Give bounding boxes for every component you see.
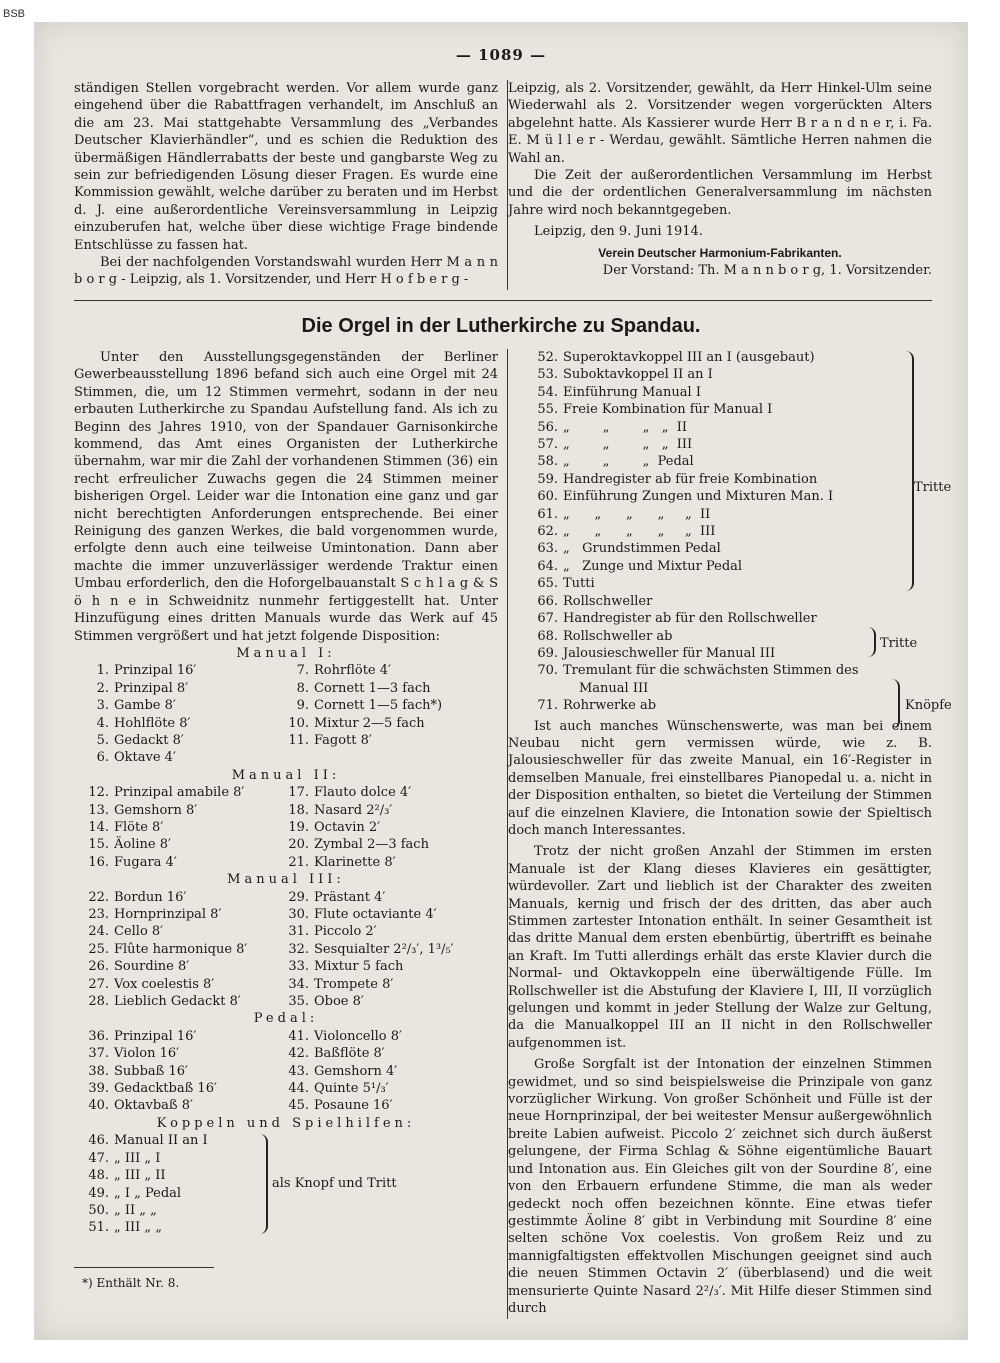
list-brace	[892, 679, 900, 729]
item-number: 66.	[537, 593, 558, 609]
stop-number: 22.	[88, 889, 109, 905]
stop-name: Piccolo 2′	[314, 924, 377, 940]
list-brace	[868, 627, 876, 657]
item-text: „ „ „ „ III	[563, 437, 693, 453]
list-brace	[906, 351, 914, 591]
stop-number: 12.	[88, 785, 109, 801]
item-text: „ Zunge und Mixtur Pedal	[563, 558, 743, 574]
signature-board: Der Vorstand: Th. M a n n b o r g, 1. Vorsitzender.	[602, 263, 932, 279]
library-stamp: BSB	[3, 8, 26, 20]
item-text: Suboktavkoppel II an I	[563, 367, 713, 383]
stop-number: 23.	[88, 907, 109, 922]
stop-number: 27.	[88, 976, 109, 992]
item-text: Rollschweller ab	[563, 628, 673, 644]
stop-name: Sesquialter 2²/₃′, 1³/₅′	[314, 941, 454, 957]
dateline: Leipzig, den 9. Juni 1914.	[534, 224, 703, 240]
stop-number: 11.	[288, 732, 309, 748]
item-number: 57.	[537, 437, 558, 453]
stop-name: Violoncello 8′	[314, 1028, 402, 1044]
stop-name: Gemshorn 4′	[314, 1063, 398, 1079]
stop-name: Äoline 8′	[114, 837, 171, 853]
stop-number: 42.	[288, 1046, 309, 1062]
stop-number: 25.	[88, 941, 109, 957]
stop-name: Prinzipal 16′	[114, 1028, 197, 1044]
paragraph: Ist auch manches Wünschenswerte, was man bei einem Neubau nicht gern vermissen würde, wie z. B. Jalousieschweller für das zweite Manual, ein 16′-Register in demselben Manuale, frei einstellbares Pianopedal u. a. nicht in der Disposition enthalten, so bietet die Verteilung der Stimmen auf die einzelnen Klaviere, die Intonation sowie der Spieltisch doch manch Interessantes.	[508, 718, 932, 838]
stop-name: Subbaß 16′	[114, 1063, 188, 1079]
stop-number: 41.	[288, 1028, 309, 1044]
item-number: 64.	[537, 558, 558, 574]
list-item	[508, 488, 932, 505]
list-item	[508, 540, 932, 557]
stop-name: Oktavbaß 8′	[114, 1098, 193, 1114]
coupler-number: 48.	[88, 1168, 109, 1184]
article-title: Die Orgel in der Lutherkirche zu Spandau.	[301, 315, 701, 337]
stop-name: Prinzipal 8′	[114, 680, 189, 696]
stop-number: 8.	[296, 680, 309, 696]
item-text: Einführung Zungen und Mixturen Man. I	[563, 489, 834, 505]
item-number: 67.	[537, 611, 558, 627]
stop-name: Mixtur 5 fach	[314, 959, 404, 975]
stop-number: 38.	[88, 1063, 109, 1079]
stop-name: Flöte 8′	[114, 819, 164, 835]
item-number: 63.	[537, 541, 558, 557]
item-text: Rollschweller	[563, 593, 653, 609]
item-number: 62.	[537, 524, 558, 540]
stop-number: 37.	[88, 1046, 109, 1062]
item-text: Handregister ab für freie Kombination	[563, 471, 818, 487]
coupler-name: „ III „ I	[114, 1150, 161, 1166]
paragraph: Große Sorgfalt ist der Intonation der einzelnen Stimmen gewidmet, und so sind beispielsweise die Prinzipale von ganz vorzüglicher Wirkung. Von großer Schönheit und Fülle ist der neue Hornprinzipal, der bei weitester Mensur außergewöhnlich breite Labien aufweist. Piccolo 2′ zeichnet sich durch äußerst gelungene, der Firma Schlag & Söhne eigentümliche Bauart und Intonation aus. Ein Gleiches gilt von der Sourdine 8′, eine von den Erbauern erfundene Stimme, die man als weder gedeckt noch offen bezeichnen könnte. Eine etwas tiefer gestimmte Äoline 8′ gibt in Verbindung mit Sourdine 8′ eine selten schöne Vox coelestis. Von großem Reiz und zu mannigfaltigsten effektvollen Mischungen geeignet sind auch die neuen Stimmen Octavin 2′ (überblasend) und die weit mensurierte Quinte Nasard 2²/₃′. Mit Hilfe dieser Stimmen sind durch	[508, 1057, 932, 1316]
manual-heading: Pedal:	[253, 1011, 319, 1027]
item-text: Handregister ab für den Rollschweller	[563, 611, 817, 627]
manual-heading: Manual I:	[236, 645, 336, 661]
list-item	[508, 680, 932, 697]
coupler-name: „ III „ „	[114, 1220, 163, 1236]
stop-name: Quinte 5¹/₃′	[314, 1081, 389, 1097]
stop-name: Zymbal 2—3 fach	[314, 837, 429, 853]
stop-name: Bordun 16′	[114, 889, 187, 905]
stop-name: Flûte harmonique 8′	[114, 941, 248, 957]
stop-number: 35.	[288, 994, 309, 1010]
stop-number: 10.	[288, 715, 309, 731]
stop-name: Vox coelestis 8′	[114, 976, 215, 992]
stop-name: Flauto dolce 4′	[314, 785, 412, 801]
stop-table-manual-3	[74, 889, 498, 1011]
item-text: Freie Kombination für Manual I	[563, 402, 773, 418]
stop-number: 18.	[288, 802, 309, 818]
stop-number: 36.	[88, 1028, 109, 1044]
list-item	[508, 436, 932, 453]
list-item	[508, 453, 932, 470]
item-number: 52.	[537, 350, 558, 365]
item-number: 71.	[537, 698, 558, 714]
stop-number: 3.	[96, 698, 109, 714]
stop-table-pedal	[74, 1028, 498, 1115]
paragraph: ständigen Stellen vorgebracht werden. Vor allem wurde ganz eingehend über die Rabattfragen verhandelt, im Anschluß an die am 23. Mai stattgehabte Versammlung des „Verbandes Deutscher Klavierhändler“, und es schien die Reduktion des übermäßigen Händlerrabatts der beste und gangbarste Weg zu sein zur befriedigenden Lösung dieser Fragen. Es wurde eine Kommission gewählt, welche darüber zu beraten und im Herbst d. J. eine außerordentliche Vereinsversammlung in Leipzig einzuberufen hat, welche über diese wichtige Frage bindende Entschlüsse zu fassen hat.	[74, 81, 498, 253]
stop-number: 28.	[88, 994, 109, 1010]
item-text: „ „ „ „ „ III	[563, 524, 716, 540]
top-right-column	[508, 80, 932, 279]
coupler-number: 51.	[88, 1220, 109, 1236]
stop-table-manual-2	[74, 784, 498, 871]
spielhilfen-list	[508, 349, 932, 715]
item-number: 65.	[537, 576, 558, 592]
coupler-number: 50.	[88, 1202, 109, 1218]
stop-number: 39.	[88, 1081, 109, 1097]
intro-paragraph: Unter den Ausstellungsgegenständen der Berliner Gewerbeausstellung 1896 befand sich auch eine Orgel mit 24 Stimmen, die, um 12 Stimmen vermehrt, sodann in der neu erbauten Lutherkirche zu Spandau Aufstellung fand. Als ich zu Beginn des Jahres 1910, von der Spandauer Garnisonkirche kommend, das Amt eines Organisten der Lutherkirche übernahm, war mir die Zahl der vorhandenen Stimmen (36) ein recht erfreulicher Zuwachs gegen die 24 Stimmen meiner bisherigen Orgel. Leider war die Intonation eine ganz und gar nicht berechtigten Anforderungen entsprechende. Bei einer Reinigung des ganzen Werkes, die bald vorgenommen wurde, erfolgte denn auch eine teilweise Umintonation. Dann aber machte die immer unzuverlässiger werdende Traktur einen Umbau erforderlich, den die Hoforgelbauanstalt S c h l a g & S ö h n e in Schweidnitz nunmehr fertiggestellt hat. Unter Hinzufügung eines dritten Manuals wurde das Werk auf 45 Stimmen vergrößert und hat jetzt folgende Disposition:	[74, 350, 498, 644]
koppeln-block	[74, 1132, 498, 1236]
stop-name: Prinzipal 16′	[114, 663, 197, 679]
stop-name: Gambe 8′	[114, 698, 176, 714]
item-number: 56.	[537, 419, 558, 435]
manual-heading: Manual II:	[231, 767, 341, 783]
stop-name: Flute octaviante 4′	[314, 907, 437, 922]
item-number: 70.	[537, 663, 558, 679]
koppeln-heading: Koppeln und Spielhilfen:	[156, 1115, 416, 1131]
stop-name: Klarinette 8′	[314, 854, 396, 870]
stop-name: Cornett 1—3 fach	[314, 680, 431, 696]
stop-number: 44.	[288, 1081, 309, 1097]
manual-heading: Manual III:	[227, 872, 345, 888]
item-text: „ „ „ Pedal	[563, 454, 694, 470]
stop-number: 21.	[288, 854, 309, 870]
stop-number: 17.	[288, 785, 309, 801]
stop-name: Gemshorn 8′	[114, 802, 198, 818]
stop-number: 30.	[288, 907, 309, 922]
stop-name: Gedackt 8′	[114, 732, 184, 748]
list-item	[508, 349, 932, 366]
stop-number: 7.	[296, 663, 309, 679]
list-item	[508, 697, 932, 714]
stop-name: Sourdine 8′	[114, 959, 190, 975]
coupler-brace-label: als Knopf und Tritt	[272, 1176, 397, 1192]
stop-number: 33.	[288, 959, 309, 975]
footnote: *) Enthält Nr. 8.	[82, 1276, 180, 1290]
item-text: Tutti	[563, 576, 595, 592]
paragraph: Leipzig, als 2. Vorsitzender, gewählt, da Herr Hinkel-Ulm seine Wiederwahl als 2. Vorsitzender wegen vorgerückten Alters abgelehnt hatte. Als Kassierer wurde Herr B r a n d n e r, i. Fa. E. M ü l l e r - Werdau, gewählt. Sämtliche Herren nahmen die Wahl an.	[508, 81, 932, 166]
item-number: 61.	[537, 506, 558, 522]
stop-name: Cello 8′	[114, 924, 164, 940]
stop-name: Octavin 2′	[314, 819, 381, 835]
brace-label-tritte-2: Tritte	[880, 636, 918, 651]
list-item	[508, 558, 932, 575]
stop-name: Fugara 4′	[114, 854, 177, 870]
list-item	[508, 575, 932, 592]
article-left-column	[74, 349, 498, 1237]
paragraph: Bei der nachfolgenden Vorstandswahl wurden Herr M a n n b o r g - Leipzig, als 1. Vorsitzender, und Herr H o f b e r g -	[74, 255, 498, 288]
item-text: Jalousieschweller für Manual III	[563, 645, 776, 661]
list-item	[508, 366, 932, 383]
coupler-brace	[260, 1134, 268, 1234]
item-text: Manual III	[579, 680, 649, 696]
list-item	[508, 471, 932, 488]
stop-number: 19.	[288, 819, 309, 835]
coupler-name: „ I „ Pedal	[114, 1185, 182, 1201]
brace-label-knoepfe: Knöpfe	[905, 698, 952, 713]
stop-number: 24.	[88, 924, 109, 940]
stop-name: Baßflöte 8′	[314, 1046, 385, 1062]
stop-number: 5.	[96, 732, 109, 748]
item-text: Rohrwerke ab	[563, 698, 657, 714]
item-number: 53.	[537, 367, 558, 383]
stop-number: 31.	[288, 924, 309, 940]
footnote-rule	[74, 1267, 214, 1268]
stop-name: Lieblich Gedackt 8′	[114, 994, 241, 1010]
stop-name: Prästant 4′	[314, 889, 386, 905]
list-item	[508, 662, 932, 679]
stop-name: Hohlflöte 8′	[114, 715, 191, 731]
section-divider	[74, 300, 932, 301]
item-number: 54.	[537, 384, 558, 400]
stop-number: 26.	[88, 959, 109, 975]
stop-name: Trompete 8′	[314, 976, 394, 992]
coupler-number: 49.	[88, 1185, 109, 1201]
stop-name: Oboe 8′	[314, 994, 364, 1010]
stop-number: 40.	[88, 1098, 109, 1114]
article-right-column: 52. Superoktavkoppel III an I (ausgebaut) 53. Suboktavkoppel II an I 54. Einführung Manual I 55. Freie Kombination für Manual I 56. „ „ „ „ II 57. „ „ „ „ III 58. „ „ „ Pedal 59. Handregister ab für freie Kombination 60. Einführung Zungen und Mixturen Man. I 61. „ „ „ „ „ II 62. „ „ „ „ „ III 63. „ Grundstimmen Pedal 64. „ Zunge und Mixtur Pedal 65. Tutti 66. Rollschweller 67. Handregister ab für den Rollschweller 68. Rollschweller ab 69. Jalousieschweller für Manual III 70. Tremulant für die schwächsten Stimmen des Manual III 71. Rohrwerke ab Tritte Tritte Knöpfe Ist auch manches Wünschenswerte, was man bei einem Neubau nicht gern vermissen würde, wie z. B. Jalousieschweller für das zweite Manual, ein 16′-Register in demselben Manuale, frei einstellbares Pianopedal u. a. nicht in der Disposition enthalten, so bietet die Verteilung der Stimmen auf die einzelnen Klaviere, die Intonation sowie der Spieltisch doch manch Interessantes. Trotz der nicht großen Anzahl der Stimmen im ersten Manuale ist der Klang dieses Klavieres ein gesättigter, würdevoller. Zart und lieblich ist der Charakter des zweiten Manuals, kernig und frisch der des dritten, das aber auch Stimmen zartester Intonation enthält. In seiner Gesamtheit ist das dritte Manual dem ersten ebenbürtig, übertrifft es beinahe an Kraft. Im Tutti allerdings erhält das erste Klavier durch die Normal- und Oktavkoppeln eine überwältigende Fülle. Im Rollschweller ist die Abstufung der Klaviere I, III, II vorzüglich gelungen und kommt in jeder Stellung der Walze zur Geltung, da die Manualkoppel III an II nicht in den Rollschweller aufgenommen ist. Große Sorgfalt ist der Intonation der einzelnen Stimmen gewidmet, und so sind beispielsweise die Prinzipale von ganz vorzüglicher Wirkung. Von großer Schönheit und Fülle ist der neue Hornprinzipal, der bei weitester Mensur außergewöhnlich breite Labien aufweist. Piccolo 2′ zeichnet sich durch äußerst gelungene, der Firma Schlag & Söhne eigentümliche Bauart und Intonation aus. Ein Gleiches gilt von der Sourdine 8′, eine von den Erbauern erfundene Stimme, die man als weder gedeckt noch offen bezeichnen könnte. Eine etwas tiefer gestimmte Äoline 8′ gibt in Verbindung mit Sourdine 8′ eine selten schöne Vox coelestis. Von großem Reiz und zu mannigfaltigsten effektvollen Mischungen geeignet sind auch die neuen Stimmen Octavin 2′ (überblasend) und die weit mensurierte Quinte Nasard 2²/₃′. Mit Hilfe dieser Stimmen sind durch	[508, 350, 952, 1316]
list-item	[508, 593, 932, 610]
newspaper-page	[34, 22, 968, 1340]
stop-name: Oktave 4′	[114, 750, 176, 766]
stop-table-manual-1	[74, 662, 498, 766]
coupler-number: 46.	[88, 1133, 109, 1149]
stop-number: 13.	[88, 802, 109, 818]
stop-name: Violon 16′	[114, 1046, 180, 1062]
coupler-name: Manual II an I	[114, 1133, 208, 1149]
stop-name: Mixtur 2—5 fach	[314, 715, 425, 731]
item-number: 68.	[537, 628, 558, 644]
item-number: 59.	[537, 471, 558, 487]
stop-number: 29.	[288, 889, 309, 905]
stop-name: Hornprinzipal 8′	[114, 907, 222, 922]
stop-name: Cornett 1—5 fach*)	[314, 698, 443, 714]
list-item	[508, 610, 932, 627]
coupler-name: „ III „ II	[114, 1168, 166, 1184]
list-item	[508, 523, 932, 540]
stop-name: Rohrflöte 4′	[314, 663, 391, 679]
stop-name: Gedacktbaß 16′	[114, 1081, 217, 1097]
list-item	[508, 506, 932, 523]
stop-number: 34.	[288, 976, 309, 992]
item-text: „ Grundstimmen Pedal	[563, 541, 721, 557]
item-number: 58.	[537, 454, 558, 470]
list-item	[508, 401, 932, 418]
stop-number: 9.	[296, 698, 309, 714]
stop-number: 2.	[96, 680, 109, 696]
list-item	[508, 419, 932, 436]
stop-number: 6.	[96, 750, 109, 766]
stop-number: 14.	[88, 819, 109, 835]
signature-organization: Verein Deutscher Harmonium-Fabrikanten.	[598, 245, 842, 260]
item-text: Tremulant für die schwächsten Stimmen des	[563, 663, 859, 679]
coupler-name: „ II „ „	[114, 1202, 157, 1218]
stop-number: 4.	[96, 715, 109, 731]
item-number: 69.	[537, 645, 558, 661]
top-left-column	[74, 80, 498, 289]
paragraph: Die Zeit der außerordentlichen Versammlung im Herbst und die der ordentlichen Generalversammlung im nächsten Jahre wird noch bekanntgegeben.	[508, 168, 932, 218]
stop-name: Fagott 8′	[314, 732, 372, 748]
item-text: Einführung Manual I	[563, 384, 701, 400]
stop-name: Prinzipal amabile 8′	[114, 785, 245, 801]
item-text: Superoktavkoppel III an I (ausgebaut)	[563, 350, 815, 365]
coupler-number: 47.	[88, 1150, 109, 1166]
list-item	[508, 384, 932, 401]
stop-name: Nasard 2²/₃′	[314, 802, 393, 818]
stop-number: 1.	[96, 663, 109, 679]
item-text: „ „ „ „ „ II	[563, 506, 711, 522]
stop-number: 45.	[288, 1098, 309, 1114]
page-number: — 1089 —	[455, 46, 547, 64]
item-text: „ „ „ „ II	[563, 419, 687, 435]
item-number: 60.	[537, 489, 558, 505]
stop-number: 20.	[288, 837, 309, 853]
paragraph: Trotz der nicht großen Anzahl der Stimmen im ersten Manuale ist der Klang dieses Klavieres ein gesättigter, würdevoller. Zart und lieblich ist der Charakter des zweiten Manuals, kernig und frisch der des dritten, das aber auch Stimmen zartester Intonation enthält. In seiner Gesamtheit ist das dritte Manual dem ersten ebenbürtig, übertrifft es beinahe an Kraft. Im Tutti allerdings erhält das erste Klavier durch die Normal- und Oktavkoppeln eine überwältigende Fülle. Im Rollschweller ist die Abstufung der Klaviere I, III, II vorzüglich gelungen und kommt in jeder Stellung der Walze zur Geltung, da die Manualkoppel III an II nicht in den Rollschweller aufgenommen ist.	[508, 844, 932, 1051]
item-number: 55.	[537, 402, 558, 418]
stop-number: 16.	[88, 854, 109, 870]
stop-number: 43.	[288, 1063, 309, 1079]
item-number	[508, 680, 563, 697]
stop-name: Posaune 16′	[314, 1098, 393, 1114]
stop-number: 15.	[88, 837, 109, 853]
stop-number: 32.	[288, 941, 309, 957]
